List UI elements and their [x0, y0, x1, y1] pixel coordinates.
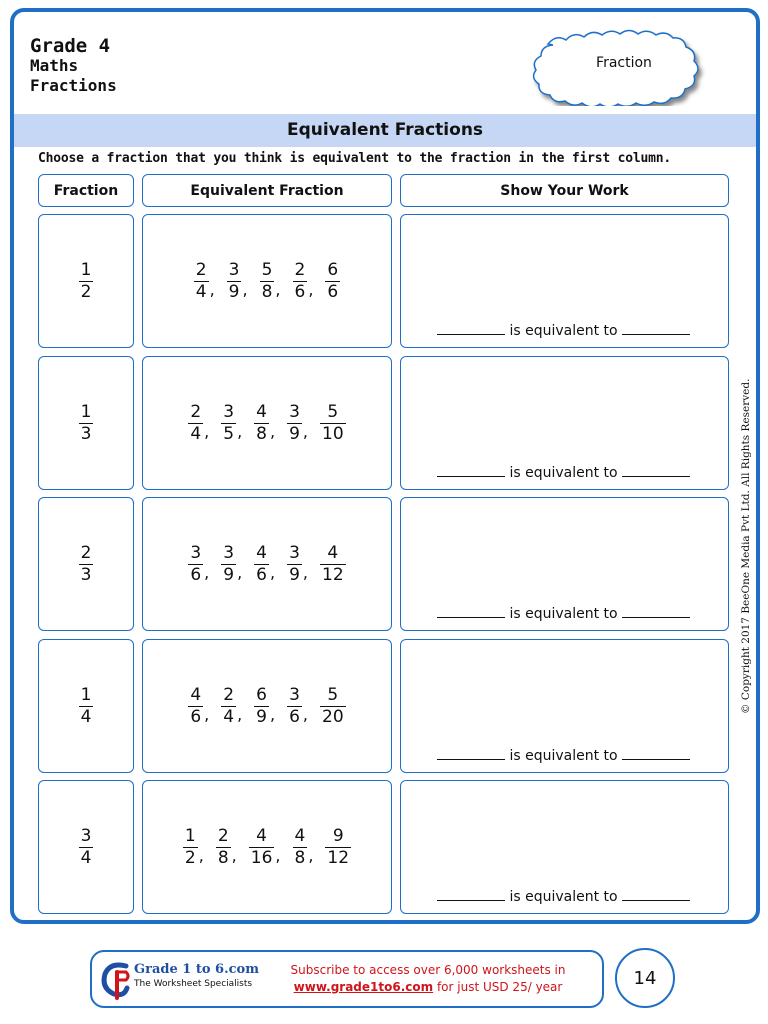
option-fraction — [287, 542, 302, 585]
answer-blank-left[interactable] — [437, 617, 505, 618]
fraction-option[interactable] — [260, 259, 281, 302]
column-header-equivalent: Equivalent Fraction — [142, 174, 392, 207]
denominator: 8 — [256, 423, 267, 444]
fraction-option[interactable] — [249, 825, 281, 868]
grade1to6-logo-icon — [100, 960, 132, 1000]
fraction-option[interactable] — [188, 401, 210, 444]
answer-line — [437, 465, 690, 481]
equivalent-options-cell — [142, 214, 392, 348]
worksheet-title: Equivalent Fractions — [14, 114, 756, 147]
denominator: 4 — [190, 423, 202, 444]
copyright-notice: © Copyright 2017 BeeOne Media Pvt Ltd. All Rights Reserved. — [740, 378, 752, 714]
option-separator: , — [204, 421, 210, 441]
numerator: 2 — [195, 259, 207, 280]
numerator: 3 — [289, 401, 300, 422]
option-separator: , — [270, 562, 276, 582]
fraction-option[interactable] — [287, 542, 309, 585]
promo-line-2 — [278, 979, 578, 996]
denominator: 3 — [80, 564, 92, 585]
show-work-cell[interactable] — [400, 214, 729, 348]
answer-blank-left[interactable] — [437, 476, 505, 477]
answer-line — [437, 889, 690, 905]
grade-label: Grade 4 — [30, 35, 111, 57]
option-fraction — [183, 825, 198, 868]
answer-connector-text: is equivalent to — [505, 323, 623, 339]
numerator: 1 — [80, 259, 92, 280]
fraction-option[interactable] — [221, 401, 243, 444]
numerator: 2 — [217, 825, 229, 846]
given-fraction — [79, 825, 94, 868]
given-fraction — [79, 542, 94, 585]
numerator: 3 — [223, 542, 235, 563]
fraction-option[interactable] — [221, 684, 243, 727]
show-work-cell[interactable] — [400, 639, 729, 773]
option-fraction — [188, 542, 203, 585]
column-header-fraction: Fraction — [38, 174, 134, 207]
fraction-option[interactable] — [320, 401, 346, 444]
page-number: 14 — [633, 967, 657, 989]
denominator: 6 — [289, 706, 300, 727]
fraction-option[interactable] — [254, 684, 276, 727]
fraction-option[interactable] — [188, 684, 210, 727]
option-fraction — [188, 401, 203, 444]
numerator: 9 — [332, 825, 344, 846]
denominator: 2 — [184, 847, 196, 868]
promo-price-text: for just USD 25/ year — [433, 980, 563, 994]
numerator: 3 — [289, 542, 300, 563]
denominator: 3 — [80, 423, 92, 444]
fraction-option[interactable] — [194, 259, 215, 302]
answer-blank-right[interactable] — [622, 900, 690, 901]
option-fraction — [260, 259, 275, 302]
denominator: 4 — [80, 847, 92, 868]
denominator: 6 — [294, 281, 306, 302]
show-work-cell[interactable] — [400, 497, 729, 631]
option-fraction — [227, 259, 242, 302]
numerator: 2 — [80, 542, 92, 563]
fraction-option[interactable] — [221, 542, 243, 585]
denominator: 6 — [190, 564, 202, 585]
answer-blank-right[interactable] — [622, 476, 690, 477]
option-separator: , — [237, 562, 243, 582]
fraction-option[interactable] — [216, 825, 237, 868]
answer-blank-right[interactable] — [622, 759, 690, 760]
denominator: 4 — [223, 706, 235, 727]
fraction-option[interactable] — [293, 825, 314, 868]
denominator: 6 — [190, 706, 202, 727]
answer-blank-left[interactable] — [437, 759, 505, 760]
option-separator: , — [231, 845, 237, 865]
brand-tagline: The Worksheet Specialists — [134, 979, 253, 989]
equivalent-options-cell — [142, 356, 392, 490]
fraction-option[interactable] — [293, 259, 314, 302]
option-separator: , — [275, 279, 281, 299]
fraction-option[interactable] — [188, 542, 210, 585]
option-fraction — [221, 542, 236, 585]
denominator: 12 — [322, 564, 344, 585]
equivalent-options-cell — [142, 639, 392, 773]
numerator: 4 — [256, 401, 267, 422]
numerator: 4 — [327, 542, 339, 563]
option-separator: , — [237, 421, 243, 441]
numerator: 1 — [184, 825, 196, 846]
fraction-option[interactable] — [320, 684, 346, 727]
numerator: 3 — [223, 401, 235, 422]
numerator: 5 — [261, 259, 273, 280]
denominator: 9 — [289, 564, 300, 585]
subscription-promo — [278, 962, 578, 996]
numerator: 2 — [294, 259, 306, 280]
option-separator: , — [237, 704, 243, 724]
denominator: 8 — [261, 281, 273, 302]
denominator: 4 — [80, 706, 92, 727]
option-separator: , — [275, 845, 281, 865]
given-fraction-cell — [38, 780, 134, 914]
equivalent-options-cell — [142, 780, 392, 914]
answer-connector-text: is equivalent to — [505, 748, 623, 764]
option-separator: , — [270, 704, 276, 724]
topic-label: Fractions — [30, 76, 117, 95]
denominator: 6 — [256, 564, 267, 585]
option-separator: , — [209, 279, 215, 299]
instructions-text: Choose a fraction that you think is equivalent to the fraction in the first column. — [38, 151, 672, 166]
option-fraction — [325, 825, 351, 868]
numerator: 4 — [190, 684, 202, 705]
option-separator: , — [302, 562, 309, 582]
denominator: 5 — [223, 423, 235, 444]
option-separator: , — [302, 421, 309, 441]
fraction-option[interactable] — [227, 259, 248, 302]
option-fraction — [293, 259, 308, 302]
numerator: 1 — [80, 684, 92, 705]
given-fraction-cell — [38, 356, 134, 490]
option-fraction — [287, 684, 302, 727]
numerator: 2 — [190, 401, 202, 422]
option-fraction — [194, 259, 209, 302]
numerator: 5 — [327, 401, 339, 422]
column-header-work: Show Your Work — [400, 174, 729, 207]
numerator: 3 — [228, 259, 240, 280]
option-fraction — [221, 401, 236, 444]
answer-line — [437, 606, 690, 622]
denominator: 6 — [327, 281, 339, 302]
option-fraction — [249, 825, 275, 868]
denominator: 16 — [250, 847, 273, 868]
answer-connector-text: is equivalent to — [505, 889, 623, 905]
denominator: 2 — [80, 281, 92, 302]
fraction-option[interactable] — [325, 825, 351, 868]
page-number-badge — [615, 948, 675, 1008]
answer-blank-left[interactable] — [437, 334, 505, 335]
fraction-option[interactable] — [287, 684, 309, 727]
option-separator: , — [198, 845, 204, 865]
numerator: 1 — [80, 401, 92, 422]
answer-blank-right[interactable] — [622, 617, 690, 618]
numerator: 5 — [327, 684, 339, 705]
numerator: 3 — [190, 542, 202, 563]
fraction-option[interactable] — [183, 825, 204, 868]
denominator: 10 — [322, 423, 344, 444]
option-separator: , — [302, 704, 309, 724]
denominator: 20 — [322, 706, 344, 727]
numerator: 4 — [256, 825, 267, 846]
fraction-option[interactable] — [325, 259, 340, 302]
option-separator: , — [270, 421, 276, 441]
option-separator: , — [308, 845, 314, 865]
option-fraction — [293, 825, 308, 868]
option-fraction — [320, 401, 346, 444]
equivalent-options-cell — [142, 497, 392, 631]
numerator: 3 — [289, 684, 300, 705]
answer-connector-text: is equivalent to — [505, 606, 623, 622]
option-fraction — [188, 684, 203, 727]
numerator: 4 — [256, 542, 267, 563]
denominator: 8 — [217, 847, 229, 868]
answer-blank-right[interactable] — [622, 334, 690, 335]
option-fraction — [320, 542, 346, 585]
numerator: 3 — [80, 825, 92, 846]
answer-line — [437, 323, 690, 339]
numerator: 6 — [256, 684, 267, 705]
given-fraction — [79, 684, 94, 727]
show-work-cell[interactable] — [400, 780, 729, 914]
denominator: 9 — [228, 281, 240, 302]
fraction-option[interactable] — [320, 542, 346, 585]
promo-url-link[interactable]: www.grade1to6.com — [293, 980, 434, 994]
given-fraction-cell — [38, 639, 134, 773]
promo-line-1: Subscribe to access over 6,000 worksheets in — [290, 963, 566, 977]
numerator: 2 — [223, 684, 235, 705]
denominator: 9 — [256, 706, 267, 727]
answer-connector-text: is equivalent to — [505, 465, 623, 481]
worksheet-header — [30, 36, 117, 96]
numerator: 4 — [294, 825, 306, 846]
answer-blank-left[interactable] — [437, 900, 505, 901]
denominator: 4 — [195, 281, 207, 302]
given-fraction — [79, 401, 94, 444]
brand-name: Grade 1 to 6.com — [134, 962, 259, 977]
denominator: 12 — [327, 847, 350, 868]
answer-line — [437, 748, 690, 764]
given-fraction — [79, 259, 94, 302]
option-separator: , — [204, 562, 210, 582]
option-fraction — [287, 401, 302, 444]
denominator: 9 — [223, 564, 235, 585]
fraction-option[interactable] — [287, 401, 309, 444]
option-separator: , — [242, 279, 248, 299]
option-fraction — [221, 684, 236, 727]
given-fraction-cell — [38, 497, 134, 631]
option-fraction — [254, 684, 269, 727]
fraction-option[interactable] — [254, 401, 276, 444]
option-fraction — [325, 259, 340, 302]
fraction-option[interactable] — [254, 542, 276, 585]
numerator: 6 — [327, 259, 339, 280]
given-fraction-cell — [38, 214, 134, 348]
denominator: 8 — [294, 847, 306, 868]
option-fraction — [320, 684, 346, 727]
option-fraction — [216, 825, 231, 868]
option-fraction — [254, 401, 269, 444]
footer-banner[interactable] — [90, 950, 604, 1008]
show-work-cell[interactable] — [400, 356, 729, 490]
denominator: 9 — [289, 423, 300, 444]
cloud-badge-label: Fraction — [596, 55, 652, 71]
option-separator: , — [308, 279, 314, 299]
subject-label: Maths — [30, 56, 79, 75]
option-separator: , — [204, 704, 210, 724]
option-fraction — [254, 542, 269, 585]
